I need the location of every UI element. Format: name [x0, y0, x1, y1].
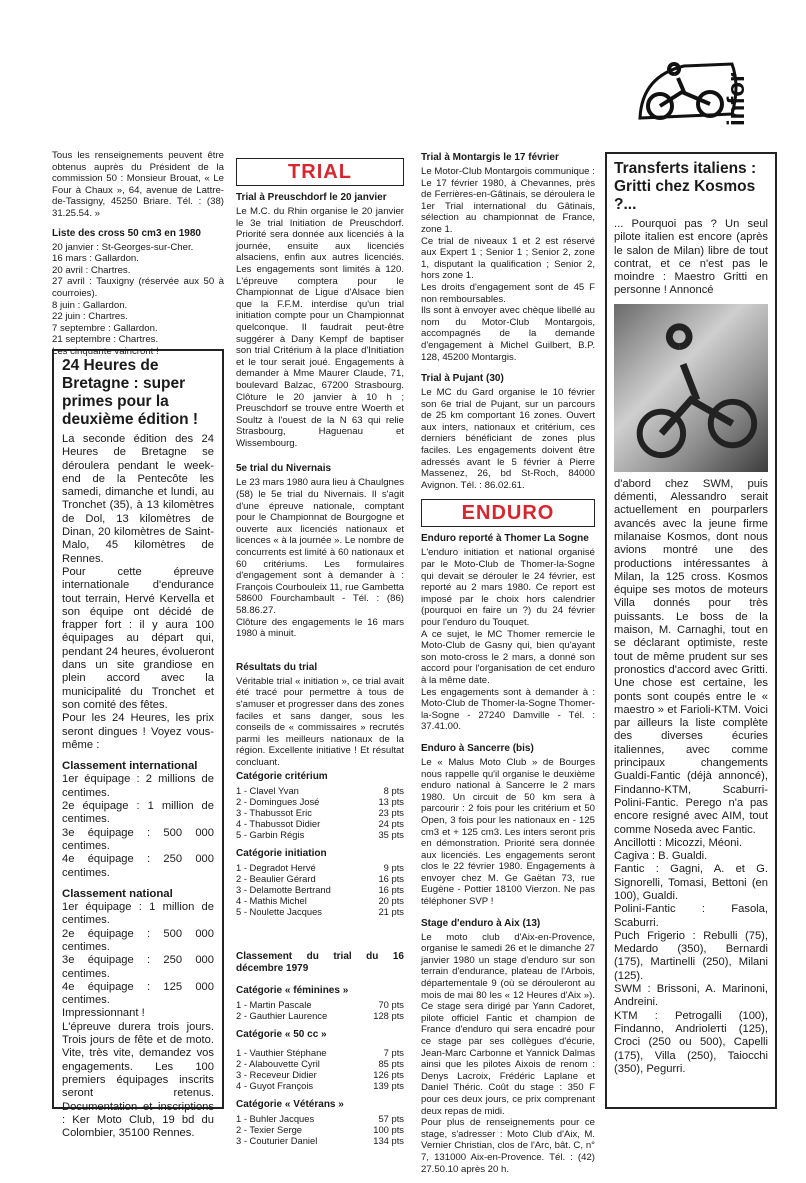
list-item: 8 juin : Gallardon. [52, 299, 128, 311]
transfers-title: Transferts italiens : Gritti chez Kosmos ?... [614, 160, 757, 213]
list-item: Cagiva : B. Gualdi. [614, 850, 708, 863]
paragraph: ... Pourquoi pas ? Un seul pilote italien est encore (après le salon de Milan) libre de tout contrat, et ce n'est pas le moindre : Maestro Gritti en personne ! Annoncé [614, 218, 768, 297]
list-item: 20 janvier : St-Georges-sur-Cher. [52, 241, 194, 253]
article-title: Classement du trial du 16 décembre 1979 [236, 950, 404, 974]
table-row: 2 - Domingues José 13 pts [236, 795, 404, 807]
list-item: 4e équipage : 125 000 centimes. [62, 980, 214, 1007]
paragraph: Pour cette épreuve internationale d'endurance tout terrain, Hervé Kervella et son équipe ont décidé de frapper fort : il y aura 100 équipages au départ qui, pendant 24 heures, évolueront dans un site grandiose en plein accord avec la municipalité du Tronchet et son comité des fêtes. [62, 565, 214, 711]
infor-logo [632, 56, 762, 138]
list-item: Les cinquante vaincront ! [52, 345, 159, 357]
paragraph: Le 17 février 1980, à Chevannes, près de Ferrières-en-Gâtinais, se déroulera le 1er Trial international du Gâtinais, sélection au championnat de France, zone 1. [421, 177, 595, 235]
bretagne-article-box [52, 349, 224, 1140]
article-title: Enduro reporté à Thomer La Sogne [421, 533, 589, 545]
table-row: 4 - Mathis Michel 20 pts [236, 894, 404, 906]
paragraph: Le moto club d'Aix-en-Provence, organise le samedi 26 et le dimanche 27 janvier 1980 un stage d'enduro sur son terrain d'endurance, plateau de l'Arbois, départementale 9 (où se dérouleront au mois de mai 80 les « 12 Heures d'Aix »). Ce stage sera dirigé par Yann Cadoret, pilote officiel Fantic et champion de France d'enduro qui sera encadré pour ce stage par ses collègues d'écurie, Jean-Marc Carbonne et Yannick Dalmas ainsi que les pilotes Aixois de renom : Denys Lacroix, Frédéric Laplane et Daniel Théric. Coût du stage : 350 F pour ces deux jours, ce prix comprenant deux repas de midi. [421, 931, 595, 1117]
table-row: 2 - Texier Serge 100 pts [236, 1123, 404, 1135]
list-item: 3e équipage : 500 000 centimes. [62, 826, 214, 852]
column-3 [421, 152, 595, 1183]
article-title: Trial à Preuschdorf le 20 janvier [236, 192, 387, 203]
table-row: 5 - Noulette Jacques 21 pts [236, 905, 404, 917]
paragraph: L'enduro initiation et national organisé par le Moto-Club de Thomer-la-Sogne qui devait se dérouler le 24 février, est reporté au 2 mars 1980. Ce report est imposé par le choix hors calendrier (pourquoi en faire un ?) du 24 février pour l'enduro du Touquet. [421, 547, 595, 628]
category-title: Catégorie « 50 cc » [236, 1028, 327, 1040]
paragraph: Clôture des engagements le 16 mars 1980 à minuit. [236, 616, 404, 640]
intl-ranking-title: Classement international [62, 760, 198, 773]
table-row: 3 - Delamotte Bertrand 16 pts [236, 883, 404, 895]
paragraph: Impressionnant ! [62, 1007, 145, 1020]
article-title: Trial à Montargis le 17 février [421, 152, 559, 163]
list-item: 2e équipage : 500 000 centimes. [62, 927, 214, 953]
article-title: Trial à Pujant (30) [421, 373, 504, 385]
list-item: SWM : Brissoni, A. Marinoni, Andreini. [614, 983, 768, 1009]
table-row: 4 - Thabussot Didier 24 pts [236, 817, 404, 829]
column-1 [52, 150, 224, 358]
article-title: Stage d'enduro à Aix (13) [421, 917, 541, 929]
motorbike-rider-icon [640, 64, 736, 118]
intro-text: Tous les renseignements peuvent être obtenus auprès du Président de la commission 50 : Monsieur Brouat, « Le Four à Chaux », 64, avenue de Lattre-de-Tassigny, 45250 Briare. Tél. : (38) 31.25.54. » [52, 150, 224, 219]
table-row: 2 - Beaulier Gérard 16 pts [236, 872, 404, 884]
paragraph: Ils sont à envoyer avec chèque libellé au nom du Motor-Club Montargois, accompagnés de la demande d'engagement à Michel Guilbert, B.P. 128, 45200 Montargis. [421, 305, 595, 363]
table-row: 3 - Thabussot Eric 23 pts [236, 806, 404, 818]
paragraph: Le Motor-Club Montargois communique : [421, 166, 595, 177]
trial-section-header: TRIAL [236, 158, 404, 186]
article-title: Résultats du trial [236, 661, 318, 673]
cross-list [52, 242, 224, 358]
table-row: 3 - Couturier Daniel 134 pts [236, 1134, 404, 1146]
rider-photo [614, 304, 768, 472]
motorbike-photo-icon [614, 304, 768, 472]
paragraph: L'épreuve durera trois jours. Trois jours de fête et de moto. Vite, très vite, demandez vos engagements. Les 100 premiers équipages inscrits seront retenus. Documentation et inscriptions : Ker Moto Club, 19 bd du Colombier, 35100 Rennes. [62, 1020, 214, 1140]
article-title: Enduro à Sancerre (bis) [421, 742, 534, 754]
paragraph: Pour les 24 Heures, les prix seront dingues ! Voyez vous-même : [62, 712, 214, 751]
column-2 [236, 158, 404, 1146]
list-item: Ancillotti : Micozzi, Méoni. [614, 836, 743, 849]
bretagne-title: 24 Heures de Bretagne : super primes pour la deuxième édition ! [62, 357, 199, 428]
paragraph: Les droits d'engagement sont de 45 F non remboursables. [421, 281, 595, 305]
cross-list-title: Liste des cross 50 cm3 en 1980 [52, 227, 201, 239]
list-item: 22 juin : Chartres. [52, 311, 128, 323]
article-title: 5e trial du Nivernais [236, 463, 332, 475]
nat-ranking-title: Classement national [62, 887, 173, 900]
list-item: 4e équipage : 250 000 centimes. [62, 853, 214, 879]
table-row: 1 - Clavel Yvan 8 pts [236, 784, 404, 796]
list-item: 1er équipage : 1 million de centimes. [62, 901, 214, 927]
list-item: 3e équipage : 250 000 centimes. [62, 954, 214, 980]
list-item: 1er équipage : 2 millions de centimes. [62, 773, 214, 799]
table-row: 5 - Garbin Régis 35 pts [236, 828, 404, 840]
paragraph: Le « Malus Moto Club » de Bourges nous rappelle qu'il organise le deuxième enduro national à Sancerre le 2 mars 1980. Un circuit de 50 km sera à parcourir : 2 fois pour les critérium et 50 Open, 3 fois pour les nationaux en - 125 cm3 et + 125 cm3. Les inters seront pris en démonstration. Priorité sera donnée aux licenciés. Les engagements seront clos le 22 février 1980. Engagements à envoyer chez M. Ge Gaëtan 73, rue Eugène - Pottier 18100 Vierzon. Ne pas téléphoner SVP ! [421, 756, 595, 908]
list-item: 2e équipage : 1 million de centimes. [62, 800, 214, 826]
logo-text: infor [723, 72, 750, 126]
enduro-section-header: ENDURO [421, 499, 595, 527]
list-item: 16 mars : Gallardon. [52, 253, 139, 265]
table-row: 1 - Buhler Jacques 57 pts [236, 1112, 404, 1124]
paragraph: Le 23 mars 1980 aura lieu à Chaulgnes (58) le 5e trial du Nivernais. Il s'agit d'une épreuve nationale, comptant pour le Championnat de Bourgogne et ouverte aux licenciés nationaux et licences « à la journée ». Le nombre de concurrents est limité à 60 nationaux et 60 critériums. Les formulaires d'engagement sont à demander à : François Courbouleix 11, rue Gambetta 58600 Fourchambault - Tél. : (86) 58.86.27. [236, 477, 405, 616]
paragraph: Les engagements sont à demander à : Moto-Club de Thomer-la-Sogne Thomer-la-Sogne - 27240 Damville - Tél. : 37.41.00. [421, 686, 595, 733]
list-item: 20 avril : Chartres. [52, 264, 131, 276]
category-title: Catégorie « féminines » [236, 984, 349, 996]
table-row: 2 - Alabouvette Cyril 85 pts [236, 1057, 404, 1069]
list-item: Polini-Fantic : Fasola, Scaburri. [614, 903, 768, 929]
category-title: Catégorie initiation [236, 847, 327, 859]
paragraph: Ce trial de niveaux 1 et 2 est réservé aux Expert 1 ; Senior 1 ; Senior 2, zone 1, disputant la qualification ; Senior 2, hors zone 1. [421, 235, 595, 282]
list-item: 27 avril : Tauxigny (réservée aux 50 à courroies). [52, 276, 224, 299]
list-item: Puch Frigerio : Rebulli (75), Medardo (350), Bernardi (175), Martinelli (250), Milani (125). [614, 929, 768, 982]
table-row: 1 - Vauthier Stéphane 7 pts [236, 1046, 404, 1058]
paragraph: Véritable trial « initiation », ce trial avait été tracé pour permettre à tous de s'amuser et progresser dans des zones faciles et sans danger, sous les conseils de « commissaires » recrutés parmi les meilleurs nationaux de la région. Excellente initiative ! Et résultat concluant. [236, 675, 404, 768]
table-row: 4 - Guyot François 139 pts [236, 1079, 404, 1091]
paragraph: Le MC du Gard organise le 10 février son 6e trial de Pujant, sur un parcours de 25 km comportant 16 zones. Ouvert aux inters, nationaux et critérium, ces derniers bénéficiant de zones plus faciles. Les engagements doivent être adressés avant le 5 février à Pierre Massenez, 26, bd St-Roch, 84000 Avignon. Tél. : 86.02.61. [421, 387, 595, 491]
category-title: Catégorie « Vétérans » [236, 1098, 344, 1110]
list-item: 21 septembre : Chartres. [52, 334, 159, 346]
paragraph: Pour plus de renseignements pour ce stage, s'adresser : Moto Club d'Aix, M. Vernier Christian, clos de l'Arc, bât. C, n° 7, 131000 Aix-en-Provence. Tél. : (42) 27.50.10 après 20 h. [421, 1117, 595, 1175]
paragraph: La seconde édition des 24 Heures de Bretagne se déroulera pendant le week-end de la Pentecôte les samedi, dimanche et lundi, au Tronchet (35), à 13 kilomètres de Dol, 13 kilomètres de Dinan, 20 kilomètres de Saint-Malo, 45 kilomètres de Rennes. [62, 433, 214, 565]
list-item: Fantic : Gagni, A. et G. Signorelli, Tomasi, Bettoni (en 100), Gualdi. [614, 863, 768, 902]
list-item: KTM : Petrogalli (100), Findanno, Andriolетti (125), Croci (250 ou 500), Capelli (175), Villa (250), Taiocchi (350), Pegurri. [614, 1009, 768, 1075]
list-item: 7 septembre : Gallardon. [52, 322, 158, 334]
paragraph: Le M.C. du Rhin organise le 20 janvier le 3e trial Initiation de Preuschdorf. Priorité sera donnée aux licenciés à la journée, ensuite aux licenciés alsaciens, enfin aux autres licenciés. Les engagements sont limités à 120. L'épreuve comptera pour le Championnat de Ligue d'Alsace bien que la F.F.M. interdise qu'un trial initiation compte pour un Championnat quelconque. Il faudrait peut-être suggérer à Dany Kempf de baptiser son trial Critérium à la place d'Initiation et le tour serait joué. Engagements à demander à Mme Maurer Claude, 71, boulevard Balzac, 67200 Strasbourg. Clôture le 20 janvier à 10 h ; Preuschdorf se trouve entre Woerth et Soultz à l'ouest de la N 63 qui relie Strasbourg, Haguenau et Wissembourg. [236, 206, 404, 449]
table-row: 1 - Martin Pascale 70 pts [236, 998, 404, 1010]
paragraph: d'abord chez SWM, puis démenti, Alessandro serait actuellement en pourparlers avancés avec la jeune firme milanaise Kosmos, dont nous avions montré une des productions intéressantes à Milan, la 125 cross. Kosmos équipe ses motos de moteurs Villa donnés pour très puissants. Le boss de la maison, M. Carnaghi, tout en se déclarant optimiste, reste tout de même prudent sur ses pronostics d'accord avec Gritti. Une chose est certaine, les ponts sont coupés entre le « maestro » et Farioli-KTM. Voici par ailleurs la liste complète des diverses écuries italiennes, avec comme principaux changements Gualdi-Fantic (déjà annoncé), Findanno-KTM, Scaburri-Polini-Fantic. Perego n'a pas encore resigné avec AIM, tout comme Noseda avec Fantic. [614, 477, 768, 836]
category-title: Catégorie critérium [236, 770, 328, 782]
table-row: 3 - Receveur Didier 126 pts [236, 1068, 404, 1080]
table-row: 1 - Degradot Hervé 9 pts [236, 861, 404, 873]
italian-transfers-box [605, 152, 777, 1109]
paragraph: A ce sujet, le MC Thomer remercie le Moto-Club de Gasny qui, bien qu'ayant son moto-cross le 2 mars, a donné son accord pour l'organisation de cet enduro à la même date. [421, 628, 595, 686]
table-row: 2 - Gauthier Laurence 128 pts [236, 1009, 404, 1021]
